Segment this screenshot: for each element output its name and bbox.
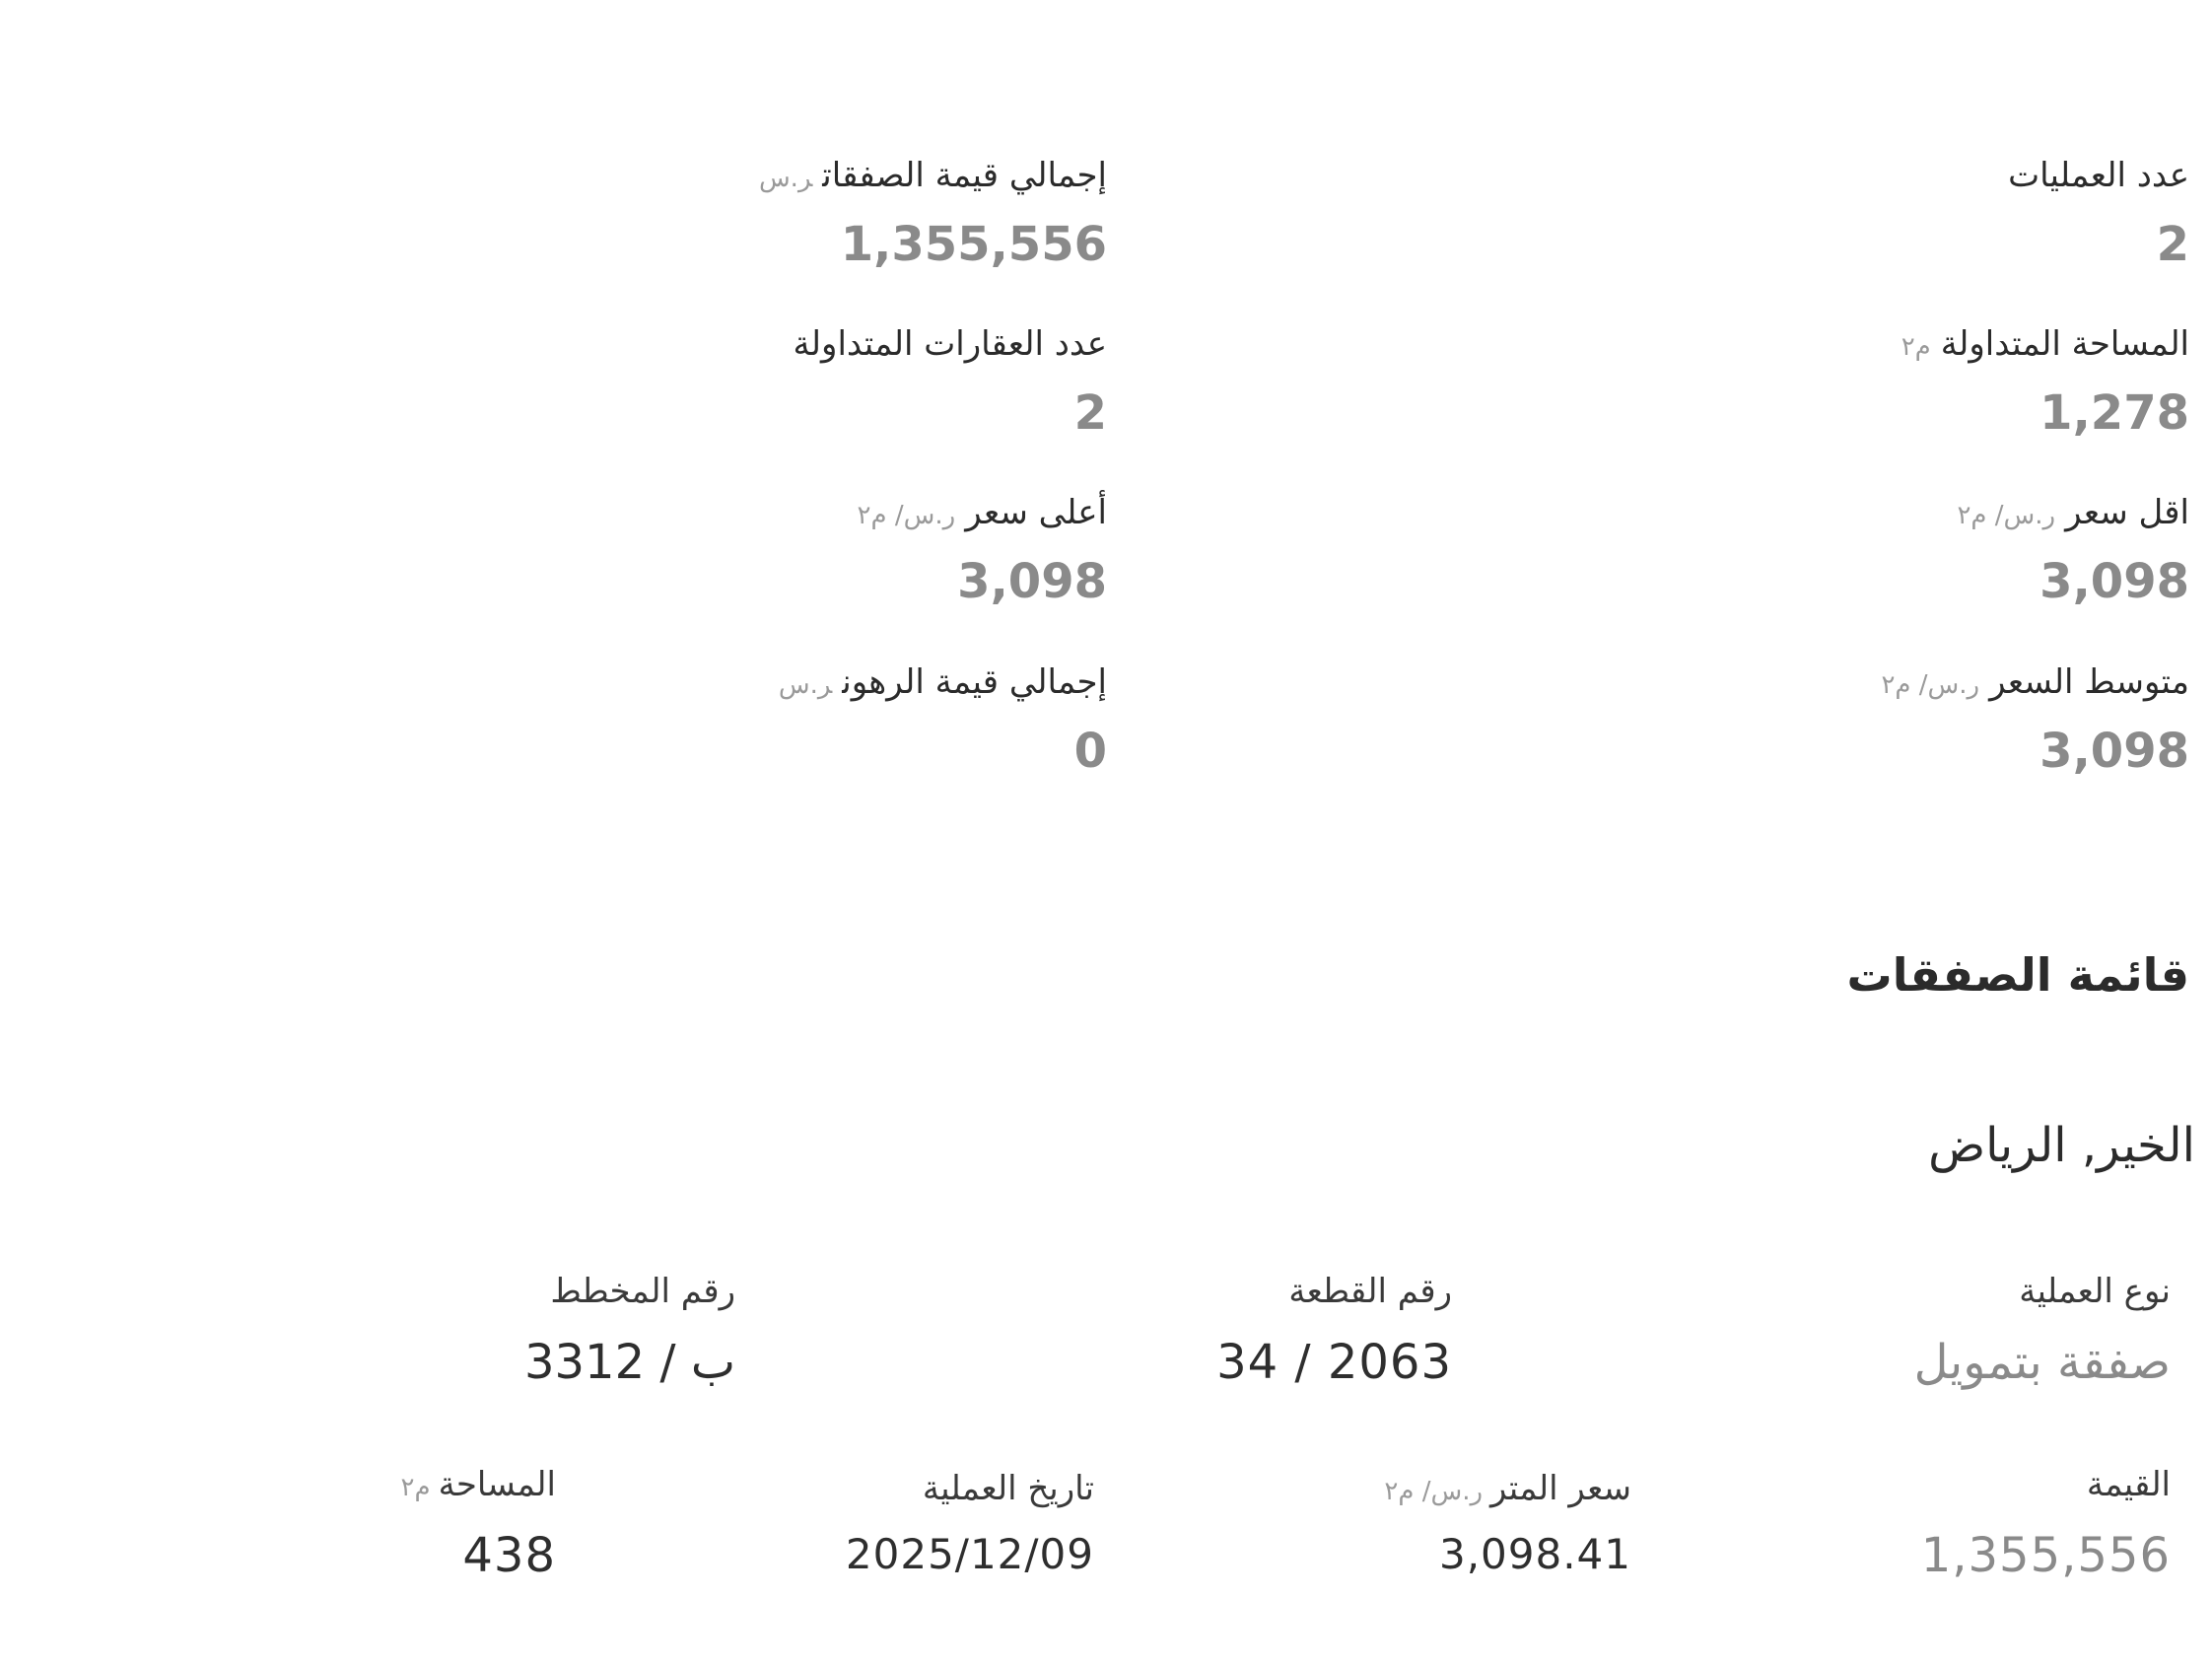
field-value: صفقة بتمويل (1913, 1335, 2171, 1390)
stat-min-price (1957, 493, 2189, 609)
stat-total-mortgages (779, 662, 1107, 779)
stat-value: 3,098 (957, 554, 1107, 609)
stat-operations-count (2008, 156, 2189, 272)
stat-value: 0 (1073, 724, 1107, 779)
stat-traded-properties (793, 324, 1107, 441)
stat-label: عدد العمليات (2008, 156, 2189, 195)
stat-label: إجمالي قيمة الصفقاتر.س (758, 156, 1107, 195)
field-label: نوع العملية (2019, 1272, 2171, 1311)
deal-price-per-meter (1384, 1469, 1631, 1578)
field-value: 3312 / ب (523, 1335, 735, 1390)
field-label: تاريخ العملية (922, 1469, 1094, 1508)
field-label: رقم القطعة (1288, 1272, 1452, 1311)
stat-label: اقل سعرر.س/ م٢ (1957, 493, 2189, 532)
stat-avg-price (1881, 662, 2189, 779)
deal-operation-date (846, 1469, 1094, 1578)
field-label: سعر المترر.س/ م٢ (1384, 1469, 1631, 1508)
stat-value: 1,278 (2039, 385, 2189, 441)
stat-value: 3,098 (2039, 554, 2189, 609)
field-label: رقم المخطط (550, 1272, 735, 1311)
deal-location[interactable]: الخير, الرياض (1928, 1118, 2195, 1173)
stat-label: متوسط السعرر.س/ م٢ (1881, 662, 2189, 702)
stat-max-price (858, 493, 1107, 609)
field-label: المساحةم٢ (400, 1465, 556, 1504)
deal-plan-number (524, 1272, 735, 1390)
deal-area (401, 1465, 556, 1583)
stat-value: 2 (2156, 217, 2189, 272)
stat-value: 1,355,556 (840, 217, 1107, 272)
stat-value: 3,098 (2039, 724, 2189, 779)
stat-label: عدد العقارات المتداولة (793, 324, 1107, 364)
field-value: 438 (462, 1528, 556, 1583)
deals-list-title: قائمة الصفقات (1846, 948, 2189, 1002)
stat-label: إجمالي قيمة الرهونر.س (778, 662, 1107, 702)
field-value: 1,355,556 (1920, 1528, 2171, 1583)
stat-total-deals-value (759, 156, 1107, 272)
stat-label: المساحة المتداولةم٢ (1901, 324, 2189, 364)
stat-value: 2 (1073, 385, 1107, 441)
field-value: 2025/12/09 (845, 1530, 1094, 1578)
stat-traded-area (1901, 324, 2189, 441)
field-label: القيمة (2086, 1465, 2171, 1504)
stat-label: أعلى سعرر.س/ م٢ (857, 493, 1107, 532)
field-value: 34 / 2063 (1216, 1335, 1452, 1390)
deal-operation-type (1914, 1272, 2171, 1390)
field-value: 3,098.41 (1438, 1530, 1631, 1578)
deal-value (1921, 1465, 2171, 1583)
deal-parcel-number (1216, 1272, 1452, 1390)
